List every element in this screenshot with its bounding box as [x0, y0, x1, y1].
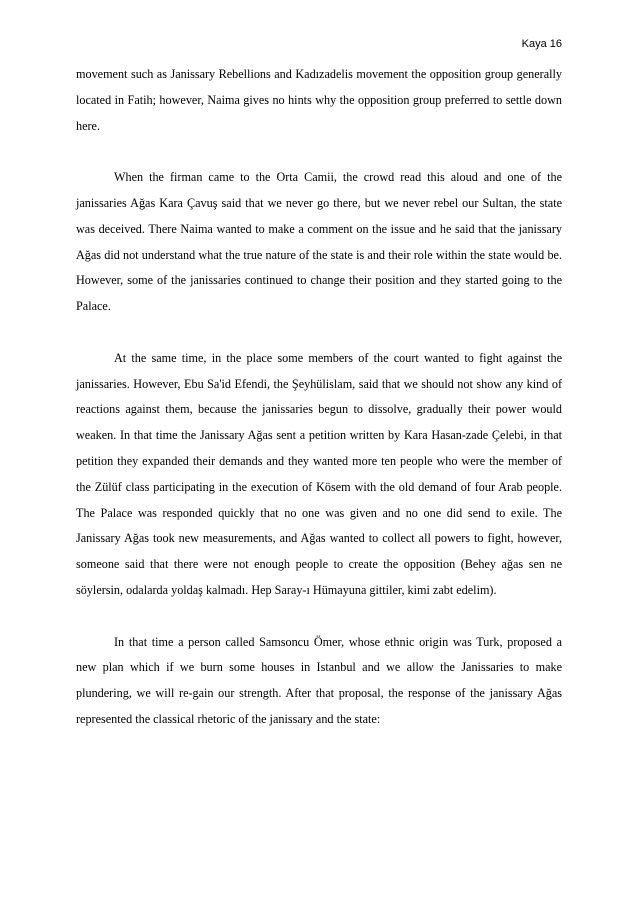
document-body [76, 62, 562, 759]
paragraph-4: In that time a person called Samsoncu Ömer, whose ethnic origin was Turk, proposed a new plan which if we burn some houses in Istanbul and we allow the Janissaries to make plundering, we will re-gain our strength. After that proposal, the response of the janissary Ağas represented the classical rhetoric of the janissary and the state: [76, 634, 562, 726]
paragraph-2: When the firman came to the Orta Camii, the crowd read this aloud and one of the janissaries Ağas Kara Çavuş said that we never go there, but we never rebel our Sultan, the state was deceived. There Naima wanted to make a comment on the issue and he said that the janissary Ağas did not understand what the true nature of the state is and their role within the state would be. However, some of the janissaries continued to change their position and they started going to the Palace. [76, 170, 562, 314]
page-header-label: Kaya 16 [521, 38, 562, 50]
paragraph-1: movement such as Janissary Rebellions and Kadızadelis movement the opposition group generally located in Fatih; however, Naima gives no hints why the opposition group preferred to settle down here. [76, 67, 562, 133]
paragraph-3: At the same time, in the place some members of the court wanted to fight against the janissaries. However, Ebu Sa'id Efendi, the Şeyhülislam, said that we should not show any kind of reactions against them, because the janissaries begun to dissolve, gradually their power would weaken. In that time the Janissary Ağas sent a petition written by Kara Hasan-zade Çelebi, in that petition they expanded their demands and they wanted more ten people who were the member of the Zülüf class participating in the execution of Kösem with the old demand of four Arab people. The Palace was responded quickly that no one was given and no one did send to exile. The Janissary Ağas took new measurements, and Ağas wanted to collect all powers to fight, however, someone said that there were not enough people to create the opposition (Behey ağas sen ne söylersin, odalarda yoldaş kalmadı. Hep Saray-ı Hümayuna gittiler, kimi zabt edelim). [76, 350, 562, 597]
